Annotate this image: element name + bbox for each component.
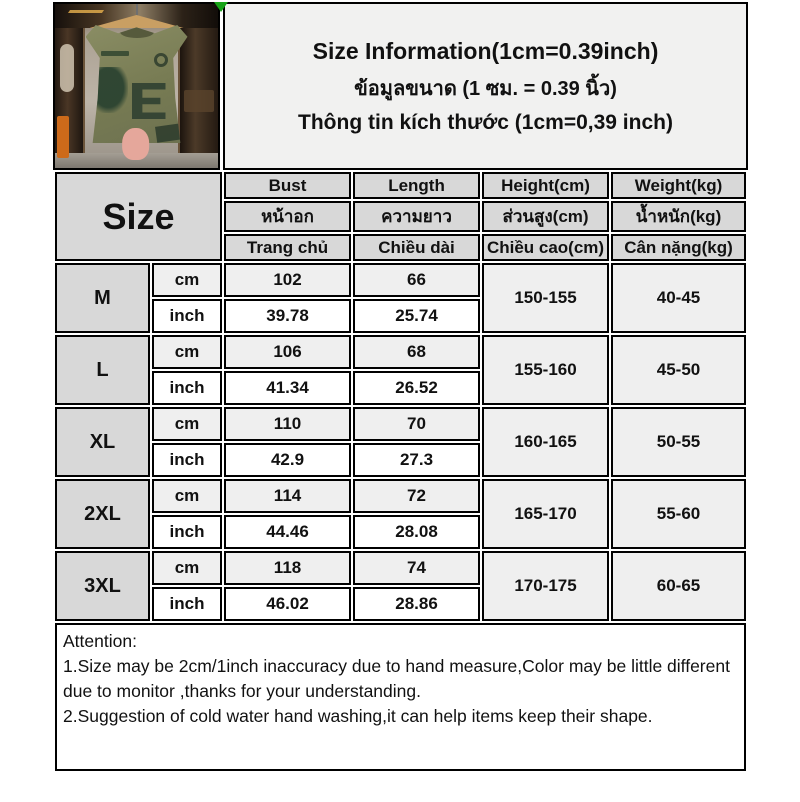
size-label-m: M: [55, 263, 150, 333]
attention-note: [55, 623, 746, 771]
bust-cm-value: 114: [224, 479, 351, 513]
unit-label: inch: [152, 515, 222, 549]
length-cm-value: 74: [353, 551, 480, 585]
attention-line-2: 2.Suggestion of cold water hand washing,it can help items keep their shape.: [63, 705, 653, 726]
weight-range-value: 60-65: [611, 551, 746, 621]
green-vest: [86, 25, 188, 143]
product-photo: [53, 2, 220, 170]
col-header-bust-th: หน้าอก: [224, 201, 351, 232]
unit-label: cm: [152, 335, 222, 369]
col-header-weight-th: น้ำหนัก(kg): [611, 201, 746, 232]
bust-cm-value: 118: [224, 551, 351, 585]
unit-label: cm: [152, 263, 222, 297]
title-vietnamese: Thông tin kích thước (1cm=0,39 inch): [298, 110, 673, 134]
title-english: Size Information(1cm=0.39inch): [312, 37, 659, 64]
height-range-value: 150-155: [482, 263, 609, 333]
col-header-height-en: Height(cm): [482, 172, 609, 199]
height-range-value: 165-170: [482, 479, 609, 549]
unit-label: inch: [152, 443, 222, 477]
size-label-xl: XL: [55, 407, 150, 477]
size-label-2xl: 2XL: [55, 479, 150, 549]
bust-cm-value: 110: [224, 407, 351, 441]
col-header-weight-vi: Cân nặng(kg): [611, 234, 746, 261]
bust-inch-value: 44.46: [224, 515, 351, 549]
unit-label: cm: [152, 479, 222, 513]
vest-bottom-print: [155, 123, 183, 142]
orange-stool: [57, 116, 69, 158]
unit-label: cm: [152, 407, 222, 441]
length-cm-value: 68: [353, 335, 480, 369]
bust-inch-value: 46.02: [224, 587, 351, 621]
length-inch-value: 27.3: [353, 443, 480, 477]
weight-range-value: 50-55: [611, 407, 746, 477]
top-row: [53, 2, 748, 170]
weight-range-value: 45-50: [611, 335, 746, 405]
title-thai: ข้อมูลขนาด (1 ซม. = 0.39 นิ้ว): [354, 77, 617, 100]
unit-label: cm: [152, 551, 222, 585]
length-inch-value: 28.86: [353, 587, 480, 621]
col-header-length-th: ความยาว: [353, 201, 480, 232]
weight-range-value: 55-60: [611, 479, 746, 549]
shelf: [184, 90, 214, 112]
photo-scene: [55, 4, 218, 168]
vest-letter-print: [132, 83, 166, 119]
unit-label: inch: [152, 587, 222, 621]
hanging-garment: [60, 44, 74, 92]
attention-line-1: 1.Size may be 2cm/1inch inaccuracy due to hand measure,Color may be little different due to monitor ,thanks for your understanding.: [63, 655, 730, 701]
bust-inch-value: 41.34: [224, 371, 351, 405]
col-header-length-en: Length: [353, 172, 480, 199]
ceiling-light: [68, 10, 104, 13]
size-header-cell: Size: [55, 172, 222, 261]
length-cm-value: 70: [353, 407, 480, 441]
size-chart-page: [53, 2, 748, 773]
hand: [122, 128, 149, 160]
unit-label: inch: [152, 299, 222, 333]
length-inch-value: 28.08: [353, 515, 480, 549]
attention-heading: Attention:: [63, 631, 137, 651]
height-range-value: 155-160: [482, 335, 609, 405]
title-box: [223, 2, 748, 170]
size-table: [53, 170, 748, 773]
height-range-value: 160-165: [482, 407, 609, 477]
length-inch-value: 25.74: [353, 299, 480, 333]
size-label-l: L: [55, 335, 150, 405]
size-label-3xl: 3XL: [55, 551, 150, 621]
bust-inch-value: 39.78: [224, 299, 351, 333]
length-inch-value: 26.52: [353, 371, 480, 405]
vest-chest-print: [101, 51, 129, 56]
col-header-height-vi: Chiều cao(cm): [482, 234, 609, 261]
green-corner-marker: [214, 2, 228, 12]
weight-range-value: 40-45: [611, 263, 746, 333]
col-header-weight-en: Weight(kg): [611, 172, 746, 199]
col-header-bust-vi: Trang chủ: [224, 234, 351, 261]
height-range-value: 170-175: [482, 551, 609, 621]
bust-cm-value: 102: [224, 263, 351, 297]
col-header-height-th: ส่วนสูง(cm): [482, 201, 609, 232]
bust-inch-value: 42.9: [224, 443, 351, 477]
length-cm-value: 72: [353, 479, 480, 513]
unit-label: inch: [152, 371, 222, 405]
vest-side-print: [92, 67, 128, 113]
col-header-length-vi: Chiều dài: [353, 234, 480, 261]
length-cm-value: 66: [353, 263, 480, 297]
vest-logo-patch: [154, 53, 168, 67]
bust-cm-value: 106: [224, 335, 351, 369]
col-header-bust-en: Bust: [224, 172, 351, 199]
